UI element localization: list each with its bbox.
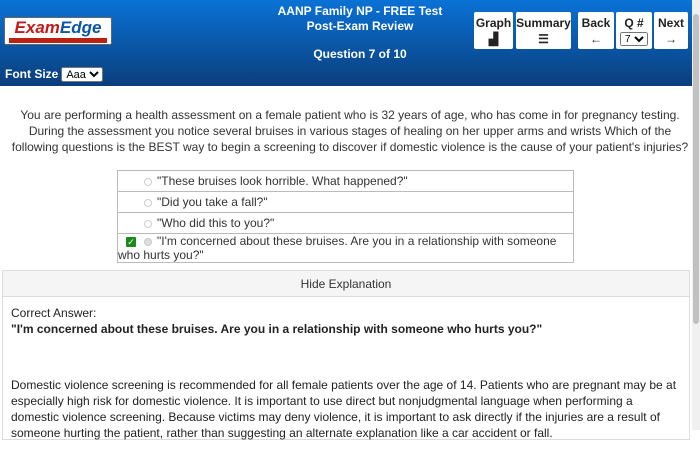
summary-label: Summary	[516, 16, 571, 30]
scrollbar[interactable]	[692, 0, 700, 430]
choice-row[interactable]	[118, 171, 574, 192]
bar-chart-icon: ▟	[488, 32, 499, 46]
next-label: Next	[657, 16, 684, 30]
graph-button[interactable]	[474, 12, 513, 49]
choice-text: "Did you take a fall?"	[157, 195, 268, 209]
radio-button[interactable]	[144, 220, 152, 228]
choice-row[interactable]	[118, 192, 574, 213]
question-number-select[interactable]	[620, 32, 648, 46]
answer-choices	[117, 170, 574, 263]
correct-answer: "I'm concerned about these bruises. Are you in a relationship with someone who hurts you?"	[11, 322, 543, 336]
examedge-logo: ExamEdge	[4, 17, 112, 45]
question-counter: Question 7 of 10	[313, 47, 407, 61]
choice-text: "I'm concerned about these bruises. Are you in a relationship with someone who hurts you?"	[118, 234, 557, 262]
question-text: You are performing a health assessment on a female patient who is 32 years of age, who has come in for pregnancy testing. During the assessment you notice several bruises in various stages of healing on her upper arms and wrists Which of the following questions is the BEST way to begin a screening to discover if domestic violence is the cause of your patient's injuries?	[11, 108, 689, 154]
correct-check-icon: ✓	[127, 236, 135, 247]
arrow-right-icon: →	[665, 32, 677, 46]
choice-row-correct[interactable]	[118, 234, 574, 263]
arrow-left-icon: ←	[590, 32, 602, 46]
explanation-panel	[2, 270, 690, 440]
font-size-select[interactable]	[61, 67, 103, 82]
question-number-control	[616, 12, 652, 49]
radio-button[interactable]	[144, 238, 152, 246]
explanation-text: Domestic violence screening is recommended for all female patients over the age of 14. Patients who are pregnant may be at especially high risk for domestic violence. It is important to use direct but nonjudgmental language when performing a domestic violence screening. Because victims may deny violence, it is important to ask directly if the injuries are a result of someone hurting the patient, rather than suggesting an alternate explanation like a car accident or fall.	[11, 378, 677, 440]
qnum-label: Q #	[624, 16, 644, 30]
scrollbar-thumb[interactable]	[693, 14, 699, 324]
choice-text: "Who did this to you?"	[157, 216, 275, 230]
font-size-label: Font Size	[5, 67, 59, 81]
hide-explanation-button[interactable]: Hide Explanation	[3, 271, 689, 297]
choice-text: "These bruises look horrible. What happened?"	[157, 174, 408, 188]
choice-row[interactable]	[118, 213, 574, 234]
page-subtitle: Post-Exam Review	[306, 19, 414, 33]
list-icon: ☰	[538, 32, 549, 46]
back-label: Back	[581, 16, 611, 30]
test-title: AANP Family NP - FREE Test	[277, 4, 443, 18]
back-button[interactable]	[578, 12, 614, 49]
font-size-control	[5, 67, 103, 82]
radio-button[interactable]	[144, 199, 152, 207]
summary-button[interactable]	[516, 12, 571, 49]
radio-button[interactable]	[144, 178, 152, 186]
correct-answer-label: Correct Answer:	[11, 306, 97, 320]
graph-label: Graph	[475, 16, 512, 30]
next-button[interactable]	[654, 12, 688, 49]
header	[0, 0, 692, 86]
